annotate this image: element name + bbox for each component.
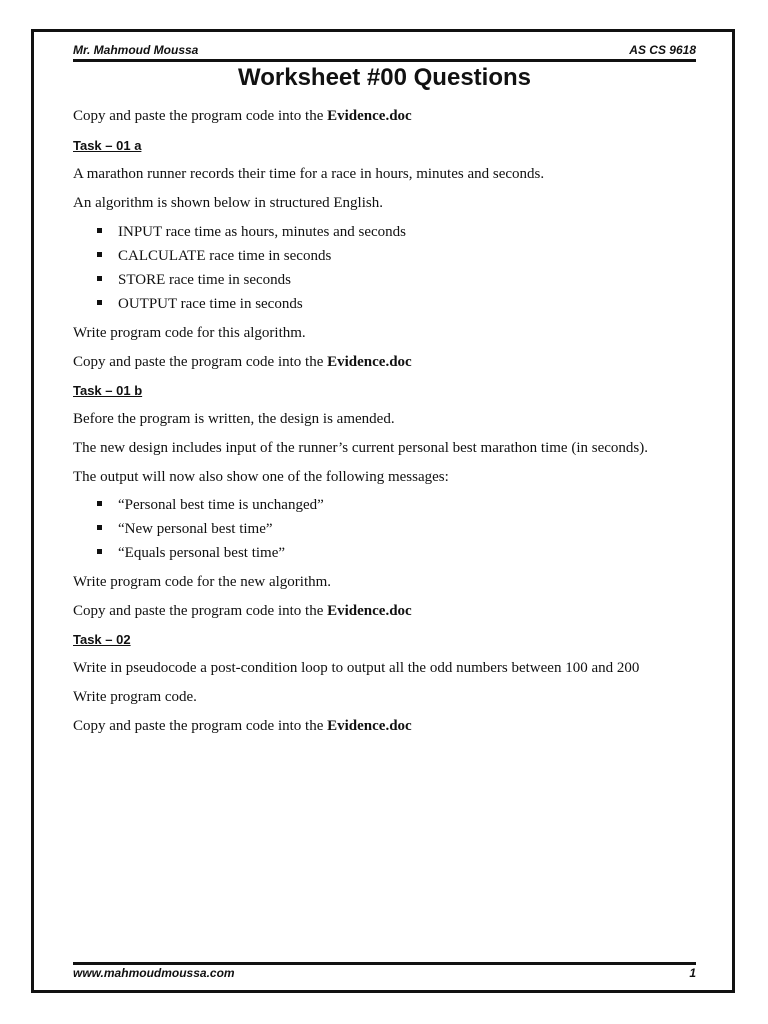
- list-item-text: CALCULATE race time in seconds: [118, 248, 332, 264]
- copy-instruction-intro: [73, 108, 412, 125]
- list-item: [97, 272, 291, 289]
- task-01a-heading: Task – 01 a: [73, 138, 142, 153]
- list-item-text: STORE race time in seconds: [118, 272, 292, 288]
- bullet-icon: [97, 228, 102, 233]
- evidence-doc-label: Evidence.doc: [327, 603, 412, 619]
- author-name: Mr. Mahmoud Moussa: [73, 43, 199, 57]
- list-item: [97, 296, 303, 313]
- bullet-icon: [97, 276, 102, 281]
- task-01b-paragraph-3: The output will now also show one of the following messages:: [73, 469, 449, 485]
- evidence-doc-label: Evidence.doc: [327, 354, 412, 370]
- evidence-doc-label: Evidence.doc: [327, 108, 412, 124]
- copy-instruction-text: Copy and paste the program code into the: [73, 718, 328, 734]
- bullet-icon: [97, 300, 102, 305]
- task-01a-paragraph-1: A marathon runner records their time for a race in hours, minutes and seconds.: [73, 166, 545, 182]
- list-item-text: INPUT race time as hours, minutes and seconds: [118, 224, 406, 240]
- copy-instruction-text: Copy and paste the program code into the: [73, 603, 328, 619]
- task-02-heading: Task – 02: [73, 632, 131, 647]
- task-01a-paragraph-2: An algorithm is shown below in structured English.: [73, 195, 383, 211]
- task-01b-paragraph-1: Before the program is written, the design is amended.: [73, 411, 395, 427]
- task-02-paragraph-2: Write program code.: [73, 689, 197, 705]
- task-01b-paragraph-2: The new design includes input of the runner’s current personal best marathon time (in seconds).: [73, 440, 648, 456]
- list-item: [97, 497, 324, 514]
- task-01b-heading: Task – 01 b: [73, 383, 143, 398]
- task-02-paragraph-1: Write in pseudocode a post-condition loop to output all the odd numbers between 100 and 200: [73, 660, 640, 676]
- list-item-text: “Equals personal best time”: [118, 545, 286, 561]
- bullet-icon: [97, 501, 102, 506]
- page-title: Worksheet #00 Questions: [238, 64, 531, 91]
- page-number: 1: [689, 966, 696, 980]
- footer-rule: [73, 962, 696, 965]
- copy-instruction: [73, 354, 412, 371]
- task-01a-paragraph-3: Write program code for this algorithm.: [73, 325, 306, 341]
- course-code: AS CS 9618: [629, 43, 696, 57]
- header-rule: [73, 59, 696, 62]
- task-01b-paragraph-4: Write program code for the new algorithm.: [73, 574, 332, 590]
- copy-instruction-text: Copy and paste the program code into the: [73, 108, 328, 124]
- website-link[interactable]: www.mahmoudmoussa.com: [73, 966, 235, 980]
- bullet-icon: [97, 252, 102, 257]
- list-item-text: OUTPUT race time in seconds: [118, 296, 303, 312]
- copy-instruction-text: Copy and paste the program code into the: [73, 354, 328, 370]
- list-item: [97, 224, 406, 241]
- copy-instruction: [73, 603, 412, 620]
- evidence-doc-label: Evidence.doc: [327, 718, 412, 734]
- page-footer: [73, 966, 696, 982]
- list-item: [97, 248, 331, 265]
- copy-instruction: [73, 718, 412, 735]
- list-item: [97, 545, 285, 562]
- list-item-text: “New personal best time”: [118, 521, 273, 537]
- list-item: [97, 521, 273, 538]
- bullet-icon: [97, 549, 102, 554]
- bullet-icon: [97, 525, 102, 530]
- list-item-text: “Personal best time is unchanged”: [118, 497, 324, 513]
- page-header: [73, 43, 696, 59]
